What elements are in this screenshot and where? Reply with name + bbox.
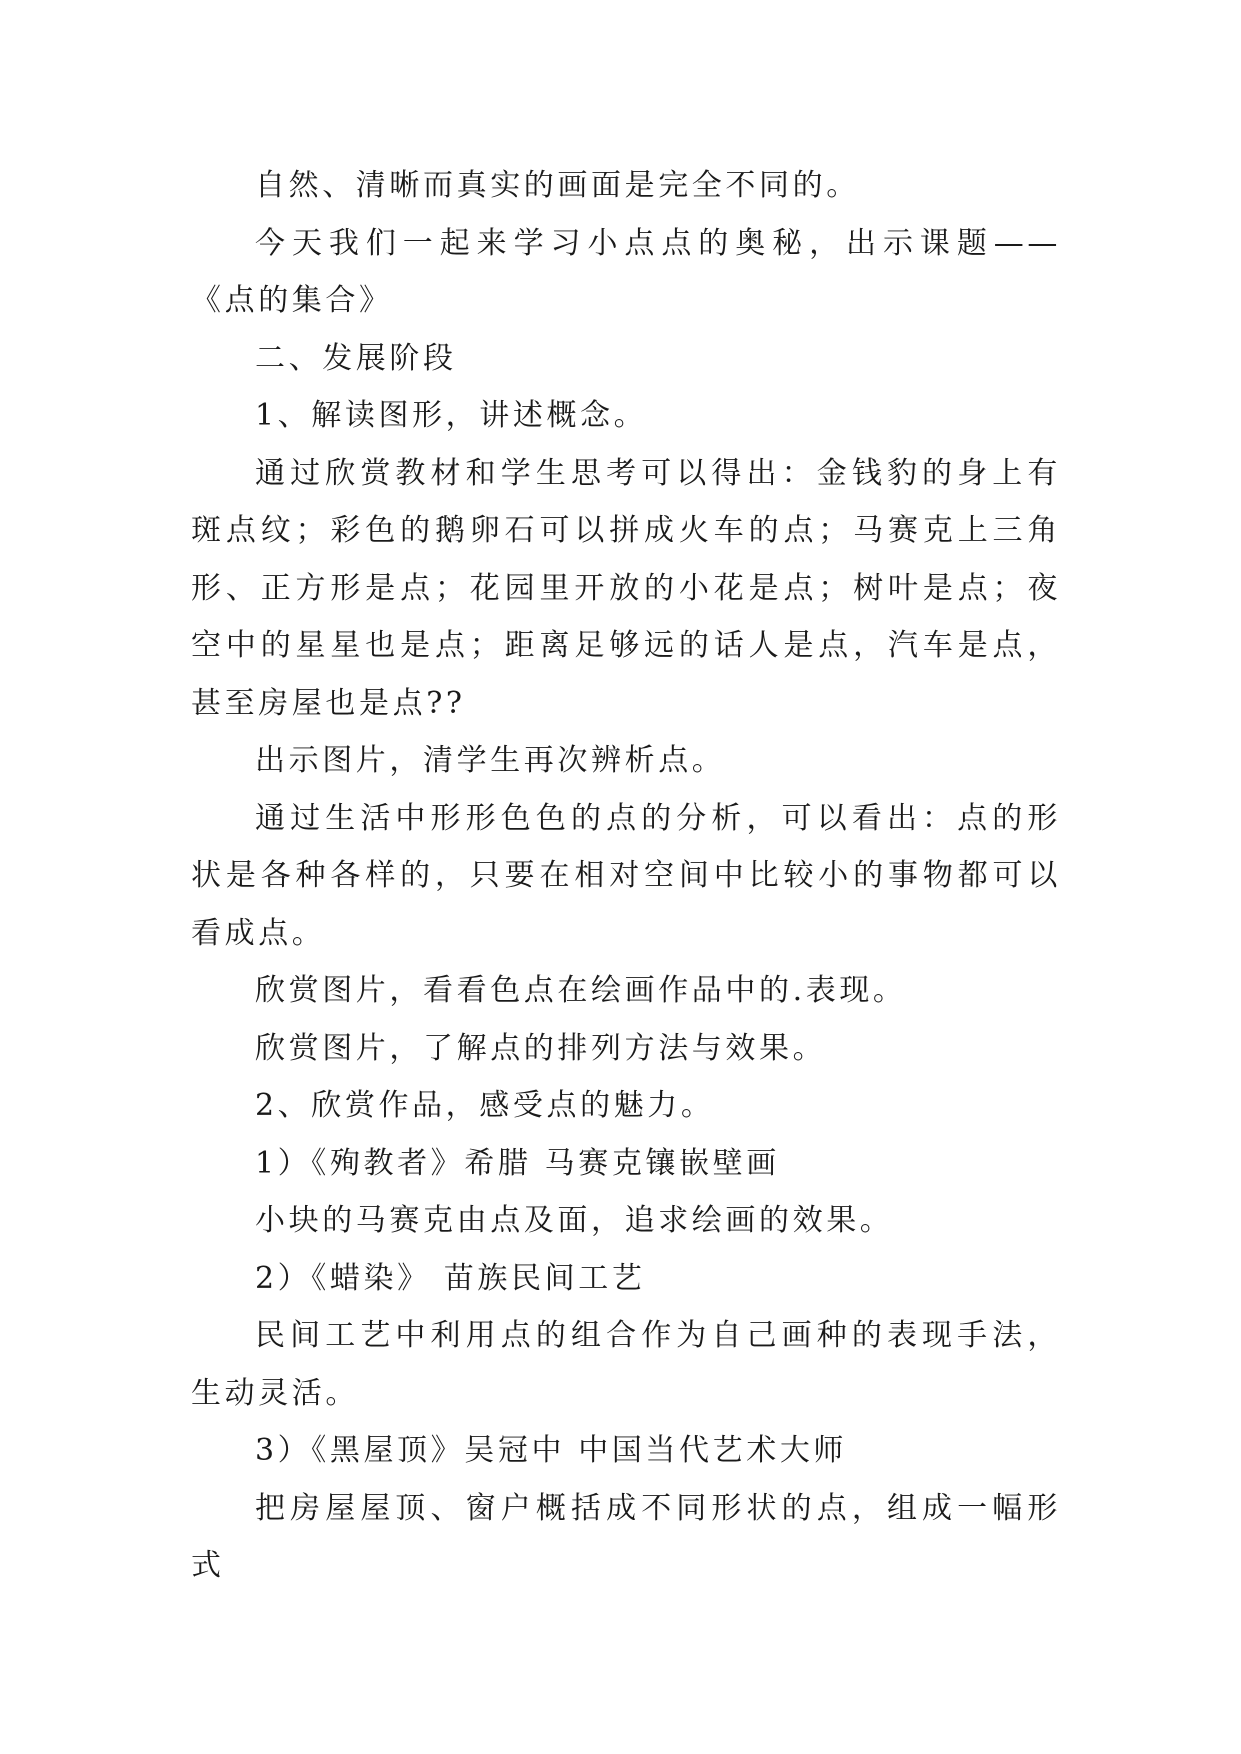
artwork-3-title: 3）《黑屋顶》吴冠中 中国当代艺术大师 [255, 1433, 848, 1468]
artwork-3-description: 把房屋屋顶、窗户概括成不同形状的点，组成一幅形式 [191, 1490, 1061, 1583]
paragraph-continuation: 自然、清晰而真实的画面是完全不同的。 [255, 168, 860, 203]
paragraph-lesson-title: 今天我们一起来学习小点点的奥秘，出示课题——《点的集合》 [191, 225, 1061, 318]
artwork-2-title: 2）《蜡染》 苗族民间工艺 [255, 1260, 646, 1296]
step-heading-1: 1、解读图形，讲述概念。 [255, 398, 648, 433]
artwork-2-description: 民间工艺中利用点的组合作为自己画种的表现手法，生动灵活。 [191, 1318, 1061, 1411]
paragraph-appreciate-color: 欣赏图片，看看色点在绘画作品中的.表现。 [255, 973, 907, 1008]
section-heading-development: 二、发展阶段 [255, 340, 457, 376]
paragraph-examples: 通过欣赏教材和学生思考可以得出：金钱豹的身上有斑点纹；彩色的鹅卵石可以拼成火车的点；马赛克上三角形、正方形是点；花园里开放的小花是点；树叶是点；夜空中的星星也是点；距离足够远的话人是点，汽车是点，甚至房屋也是点?? [191, 455, 1061, 721]
paragraph-appreciate-arrangement: 欣赏图片，了解点的排列方法与效果。 [255, 1030, 827, 1066]
artwork-1-description: 小块的马赛克由点及面，追求绘画的效果。 [255, 1203, 894, 1238]
paragraph-analysis: 通过生活中形形色色的点的分析，可以看出：点的形状是各种各样的，只要在相对空间中比较小的事物都可以看成点。 [191, 800, 1061, 951]
paragraph-show-images: 出示图片，清学生再次辨析点。 [255, 743, 726, 778]
step-heading-2: 2、欣赏作品，感受点的魅力。 [255, 1088, 715, 1123]
document-page [191, 157, 1061, 1595]
artwork-1-title: 1）《殉教者》希腊 马赛克镶嵌壁画 [255, 1145, 780, 1181]
